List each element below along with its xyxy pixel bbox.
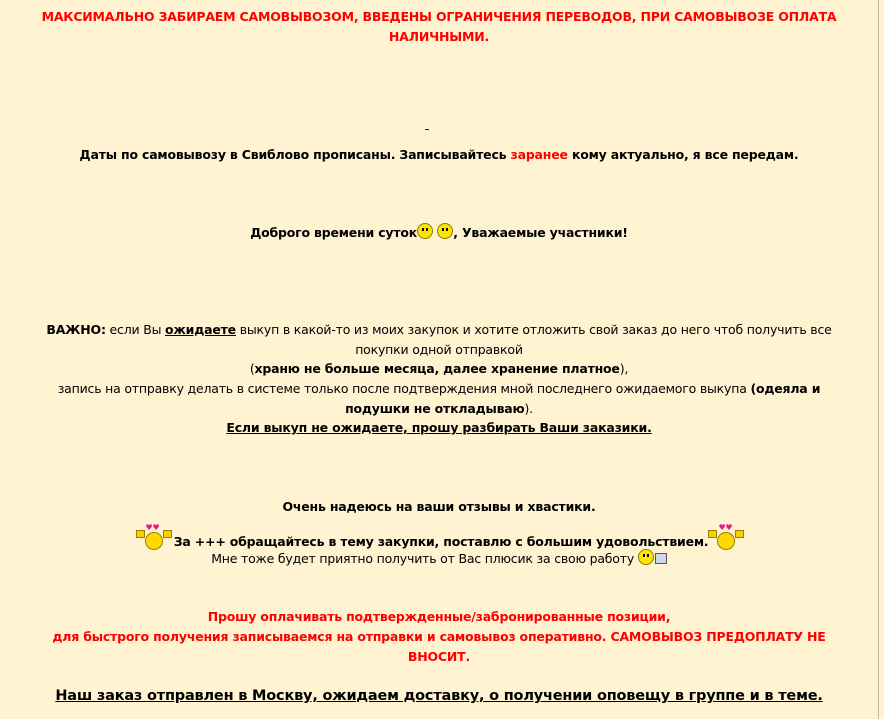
text: Мне тоже будет приятно получить от Вас плюсик за свою работу (211, 551, 638, 566)
payment-line2: для быстрого получения записываемся на отправки и самовывоз оперативно. САМОВЫВОЗ ПРЕДОПЛАТУ НЕ (52, 629, 826, 644)
text: ). (524, 401, 533, 416)
text: если Вы (105, 322, 166, 337)
feedback-line3 (0, 549, 878, 569)
payment-line3: ВНОСИТ. (407, 649, 471, 664)
important-line5 (0, 399, 878, 419)
text: ), (619, 361, 629, 376)
announcement-line1: МАКСИМАЛЬНО ЗАБИРАЕМ САМОВЫВОЗОМ, ВВЕДЕНЫ ОГРАНИЧЕНИЯ ПЕРЕВОДОВ, ПРИ САМОВЫВОЗЕ ОПЛАТА (41, 9, 837, 24)
important-line6: Если выкуп не ожидаете, прошу разбирать Ваши заказики. (226, 420, 652, 435)
smile-icon (417, 223, 433, 239)
announcement-line2: НАЛИЧНЫМИ. (388, 29, 490, 44)
waiting-emphasis: ожидаете (165, 322, 236, 337)
pickup-dates-text (0, 145, 878, 165)
computer-smiley-icon (638, 549, 654, 565)
greeting (0, 223, 878, 243)
feedback-line1: Очень надеюсь на ваши отзывы и хвастики. (282, 499, 596, 514)
small-link[interactable] (425, 128, 429, 130)
dates-text: Даты по самовывозу в Свиблово прописаны. Записывайтесь (79, 147, 511, 162)
greeting-text: Доброго времени суток (250, 225, 418, 240)
party-smiley-icon: ♥♥ (136, 524, 170, 550)
blankets-note: (одеяла и (750, 381, 821, 396)
dates-highlight: заранее (510, 147, 568, 162)
important-line4 (0, 379, 878, 399)
important-label: ВАЖНО: (46, 322, 106, 337)
smile-icon (437, 223, 453, 239)
blankets-note-end: подушки не откладываю (345, 401, 525, 416)
text: ( (249, 361, 255, 376)
greeting-text-end: , Уважаемые участники! (453, 225, 628, 240)
delivery-status: Наш заказ отправлен в Москву, ожидаем доставку, о получении оповещу в группе и в теме. (55, 688, 823, 704)
party-smiley-icon: ♥♥ (708, 524, 742, 550)
computer-icon (655, 553, 667, 564)
important-line2: покупки одной отправкой (355, 342, 523, 357)
payment-line1: Прошу оплачивать подтвержденные/забронированные позиции, (207, 609, 671, 624)
scroll-edge (878, 0, 879, 719)
text: запись на отправку делать в системе только после подтверждения мной последнего ожидаемого выкупа (57, 381, 751, 396)
storage-note: храню не больше месяца, далее хранение платное (254, 361, 620, 376)
dates-text-end: кому актуально, я все передам. (567, 147, 799, 162)
text: выкуп в какой-то из моих закупок и хотите отложить свой заказ до него чтоб получить все (235, 322, 832, 337)
important-line3 (0, 359, 878, 379)
text: За +++ обращайтесь в тему закупки, поставлю с большим удовольствием. (173, 534, 709, 549)
important-line1 (0, 320, 878, 340)
